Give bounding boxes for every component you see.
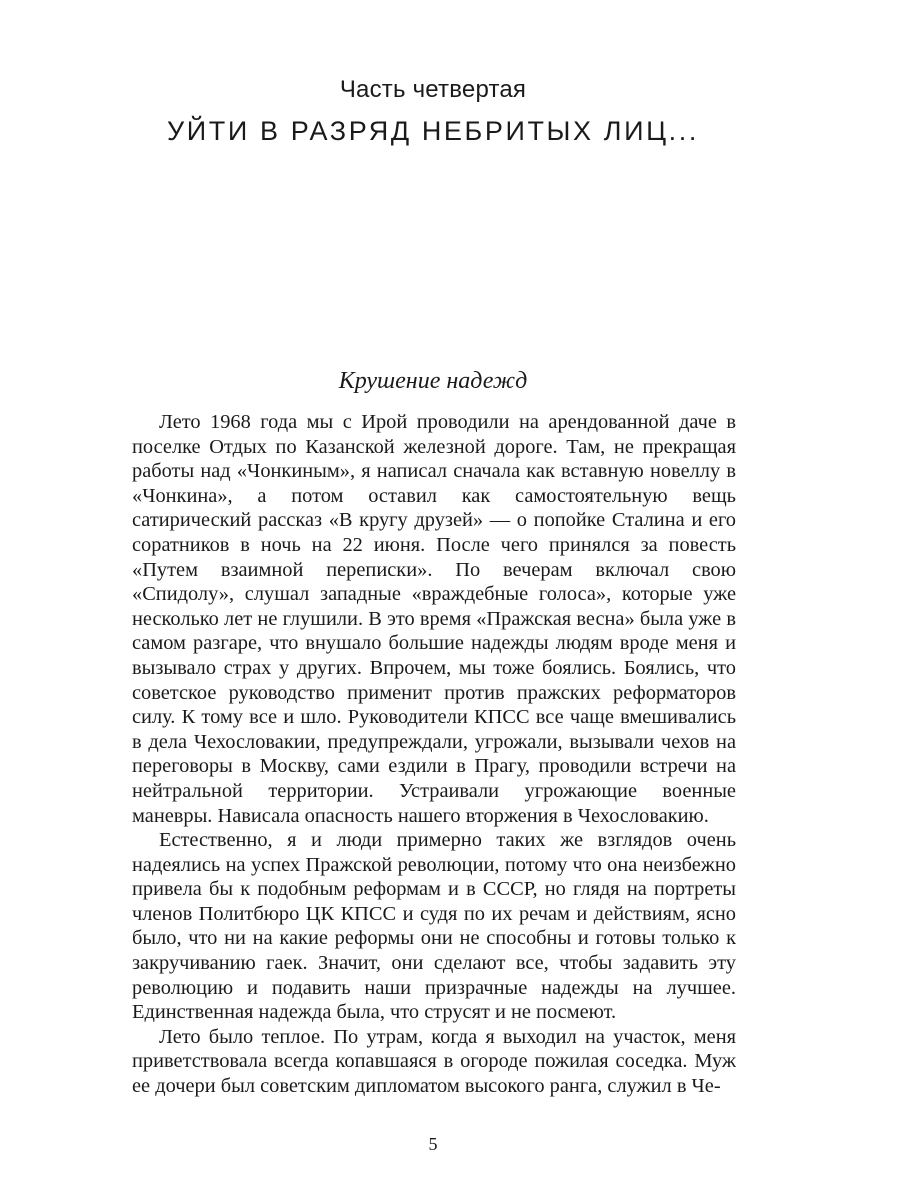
part-title: УЙТИ В РАЗРЯД НЕБРИТЫХ ЛИЦ... [167,116,699,146]
paragraph: Естественно, я и люди примерно таких же взглядов очень надеялись на успех Пражской революции, потому что она неизбежно привела бы к подобным реформам и в СССР, но глядя на портреты членов Политбюро ЦК КПСС и судя по их речам и действиям, ясно было, что ни на какие реформы они не способны и готовы только к закручиванию гаек. Значит, они сделают все, чтобы задавить эту революцию и подавить наши призрачные надежды на лучшее. Единственная надежда была, что струсят и не посмеют. [132,829,736,1024]
part-label: Часть четвертая [339,76,527,103]
chapter-title: Крушение надежд [338,368,528,394]
paragraph: Лето было теплое. По утрам, когда я выходил на участок, меня приветствовала всегда копавшаяся в огороде пожилая соседка. Муж ее дочери был советским дипломатом высокого ранга, служил в Че- [132,1025,736,1098]
body-text [132,410,736,1099]
paragraph: Лето 1968 года мы с Ирой проводили на арендованной даче в поселке Отдых по Казанской железной дороге. Там, не прекращая работы над «Чонкиным», я написал сначала как вставную новеллу в «Чонкина», а потом оставил как самостоятельную вещь сатирический рассказ «В кругу друзей» — о попойке Сталина и его соратников в ночь на 22 июня. После чего принялся за повесть «Путем взаимной переписки». По вечерам включал свою «Спидолу», слушал западные «враждебные голоса», которые уже несколько лет не глушили. В это время «Пражская весна» была уже в самом разгаре, что внушало большие надежды людям вроде меня и вызывало страх у других. Впрочем, мы тоже боялись. Боялись, что советское руководство применит против пражских реформаторов силу. К тому все и шло. Руководители КПСС все чаще вмешивались в дела Чехословакии, предупреждали, угрожали, вызывали чехов на переговоры в Москву, сами ездили в Прагу, проводили встречи на нейтральной территории. Устраивали угрожающие военные маневры. Нависала опасность нашего вторжения в Чехословакию. [132,411,736,827]
page-number: 5 [428,1134,438,1154]
